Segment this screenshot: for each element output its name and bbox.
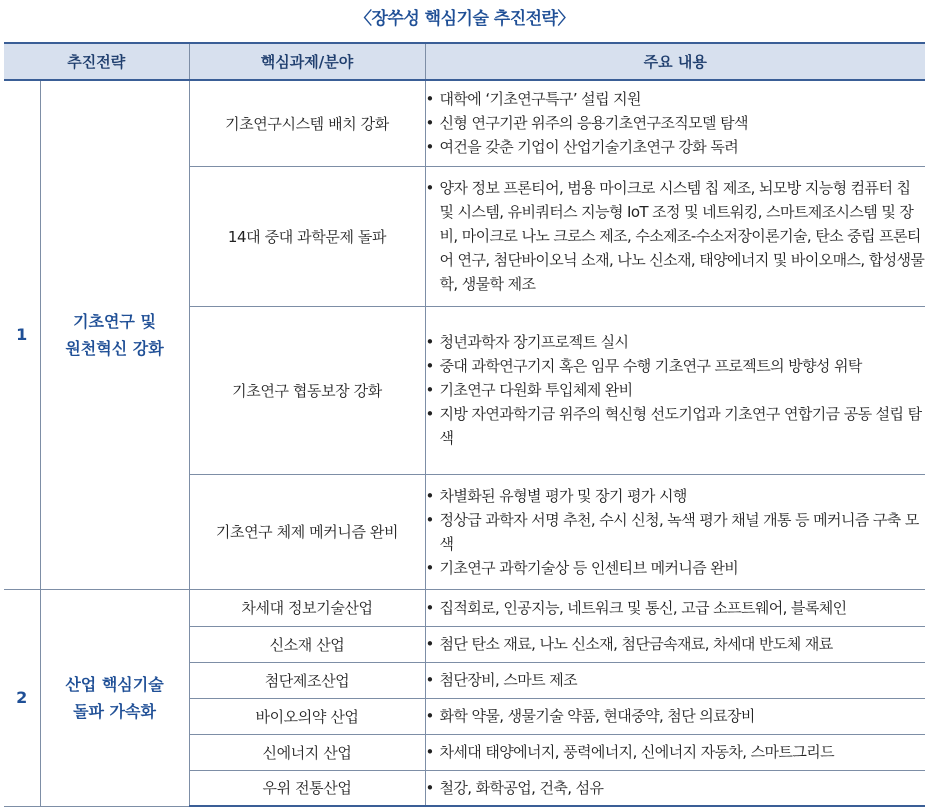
task-cell: 우위 전통산업: [189, 770, 425, 806]
content-cell: [425, 306, 925, 474]
content-item: • 집적회로, 인공지능, 네트워크 및 통신, 고급 소프트웨어, 블록체인: [426, 596, 926, 620]
strategy-name-line: 산업 핵심기술: [65, 674, 164, 694]
content-cell: [425, 80, 925, 166]
header-strategy: 추진전략: [4, 43, 189, 80]
strategy-number: 2: [4, 589, 40, 806]
content-item: • 화학 약물, 생물기술 약품, 현대중약, 첨단 의료장비: [426, 704, 926, 728]
strategy-name: [40, 80, 189, 589]
strategy-name: [40, 589, 189, 806]
table-row: [4, 80, 925, 166]
strategy-table: [4, 42, 925, 807]
content-item: • 양자 정보 프론티어, 범용 마이크로 시스템 칩 제조, 뇌모방 지능형 컴퓨터 칩 및 시스템, 유비쿼터스 지능형 IoT 조정 및 네트워킹, 스마트제조시스템 및 장비, 마이크로 나노 크로스 제조, 수소제조-수소저장이론기술, 탄소 중립 프론티어 연구, 첨단바이오닉 소재, 나노 신소재, 태양에너지 및 바이오매스, 합성생물학, 생물학 제조: [426, 176, 926, 296]
content-cell: [425, 589, 925, 626]
content-cell: [425, 698, 925, 734]
task-cell: 14대 중대 과학문제 돌파: [189, 166, 425, 306]
content-item: • 지방 자연과학기금 위주의 혁신형 선도기업과 기초연구 연합기금 공동 설립 탐색: [426, 402, 926, 450]
content-cell: [425, 662, 925, 698]
strategy-name-line: 기초연구 및: [73, 311, 156, 331]
content-item: • 정상급 과학자 서명 추천, 수시 신청, 녹색 평가 채널 개통 등 메커니즘 구축 모색: [426, 508, 926, 556]
content-cell: [425, 626, 925, 662]
content-item: • 여건을 갖춘 기업이 산업기술기초연구 강화 독려: [426, 135, 926, 159]
content-item: • 대학에 ‘기초연구특구’ 설립 지원: [426, 87, 926, 111]
strategy-number: 1: [4, 80, 40, 589]
task-cell: 바이오의약 산업: [189, 698, 425, 734]
strategy-name-line: 돌파 가속화: [73, 701, 156, 721]
header-content: 주요 내용: [425, 43, 925, 80]
content-item: • 첨단 탄소 재료, 나노 신소재, 첨단금속재료, 차세대 반도체 재료: [426, 632, 926, 656]
header-row: [4, 43, 925, 80]
content-item: • 중대 과학연구기지 혹은 임무 수행 기초연구 프로젝트의 방향성 위탁: [426, 354, 926, 378]
content-cell: [425, 770, 925, 806]
content-item: • 차별화된 유형별 평가 및 장기 평가 시행: [426, 484, 926, 508]
task-cell: 신에너지 산업: [189, 734, 425, 770]
task-cell: 신소재 산업: [189, 626, 425, 662]
content-item: • 기초연구 다원화 투입체제 완비: [426, 378, 926, 402]
content-cell: [425, 474, 925, 589]
content-item: • 철강, 화학공업, 건축, 섬유: [426, 776, 926, 800]
task-cell: 첨단제조산업: [189, 662, 425, 698]
header-task: 핵심과제/분야: [189, 43, 425, 80]
content-item: • 신형 연구기관 위주의 응용기초연구조직모델 탐색: [426, 111, 926, 135]
task-cell: 차세대 정보기술산업: [189, 589, 425, 626]
content-item: • 기초연구 과학기술상 등 인센티브 메커니즘 완비: [426, 556, 926, 580]
content-cell: [425, 166, 925, 306]
content-cell: [425, 734, 925, 770]
task-cell: 기초연구시스템 배치 강화: [189, 80, 425, 166]
content-item: • 청년과학자 장기프로젝트 실시: [426, 330, 926, 354]
table-row: [4, 589, 925, 626]
table-title: 〈장쑤성 핵심기술 추진전략〉: [355, 9, 574, 29]
task-cell: 기초연구 협동보장 강화: [189, 306, 425, 474]
content-item: • 차세대 태양에너지, 풍력에너지, 신에너지 자동차, 스마트그리드: [426, 740, 926, 764]
task-cell: 기초연구 체제 메커니즘 완비: [189, 474, 425, 589]
strategy-name-line: 원천혁신 강화: [65, 338, 164, 358]
content-item: • 첨단장비, 스마트 제조: [426, 668, 926, 692]
